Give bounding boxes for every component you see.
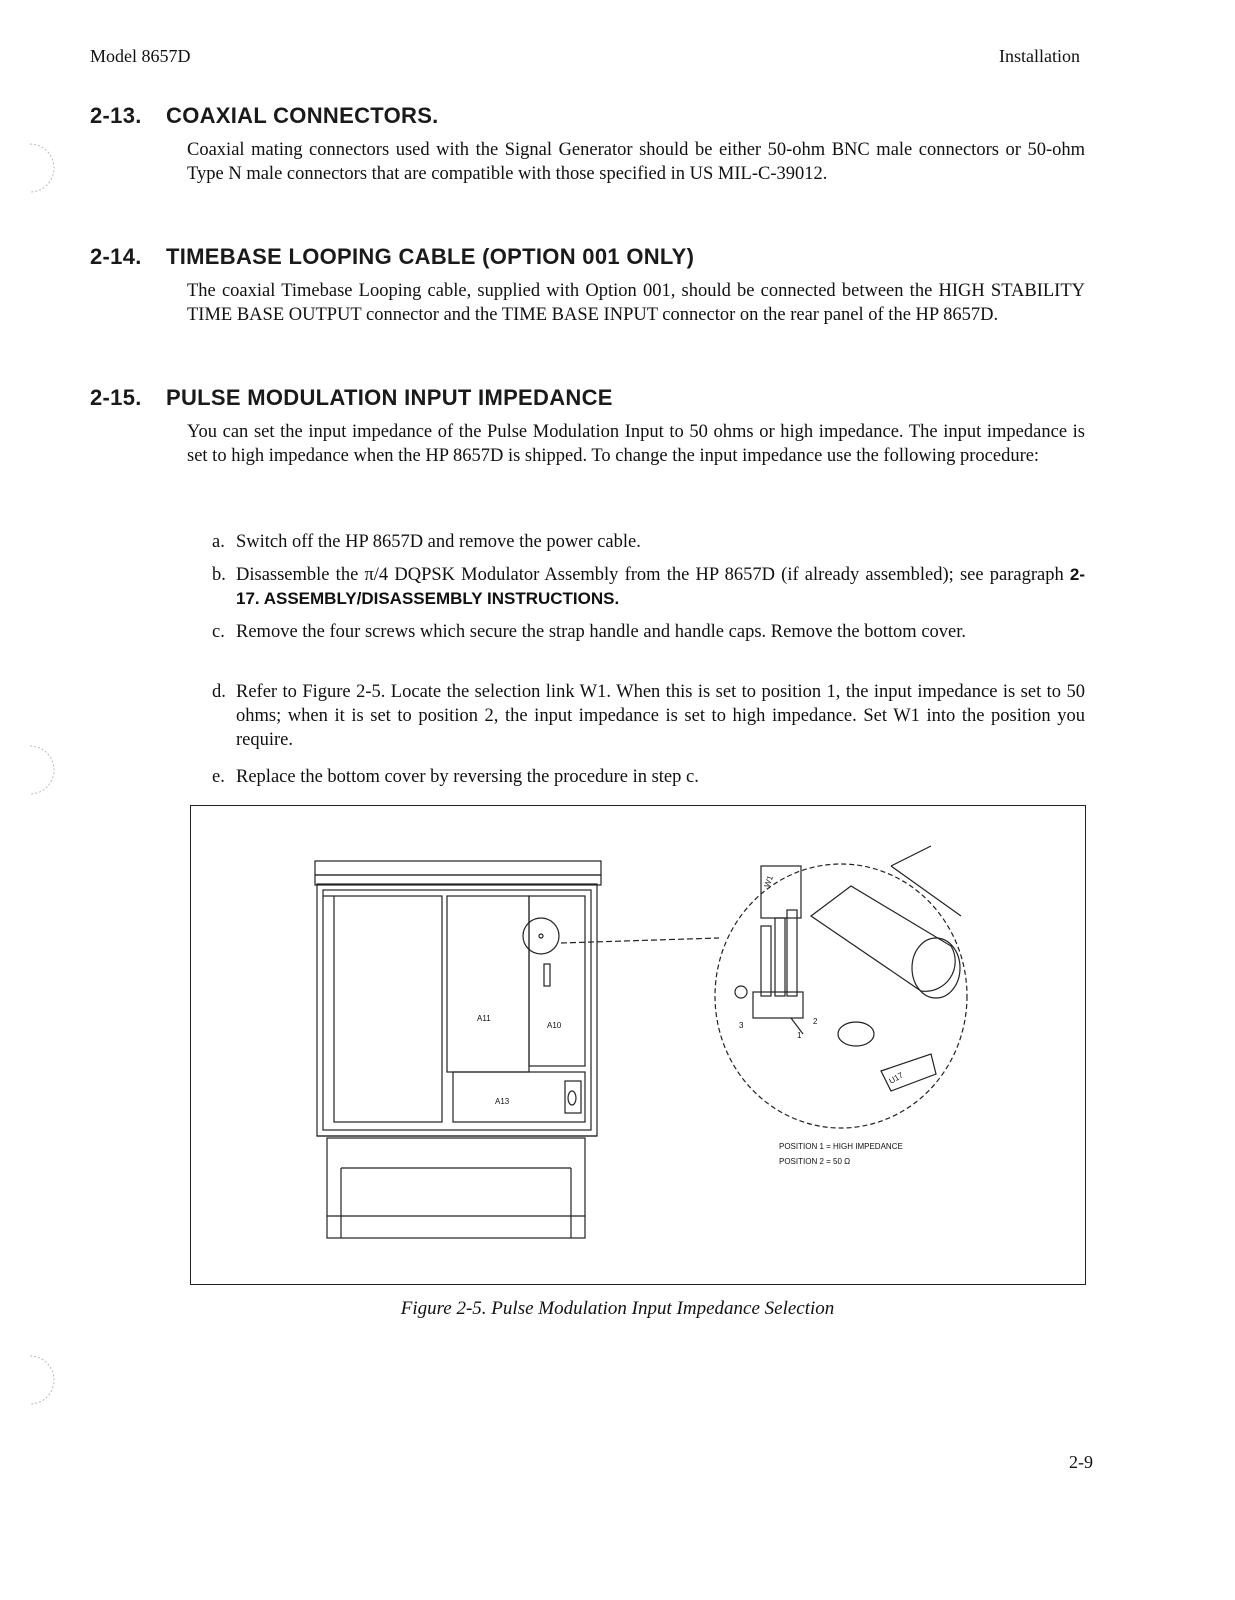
- label-pin1: 1: [797, 1031, 802, 1040]
- procedure-step: [212, 563, 1085, 611]
- legend-position-1: POSITION 1 = HIGH IMPEDANCE: [779, 1142, 903, 1151]
- section-title: COAXIAL CONNECTORS.: [166, 103, 439, 128]
- section-heading: [90, 244, 694, 270]
- step-text: Refer to Figure 2-5. Locate the selection link W1. When this is set to position 1, the input impedance is set to 50 ohms; when it is set to position 2, the input impedance is set to high impedance. Set W1 into the position you require.: [236, 682, 1085, 750]
- section-number: 2-15.: [90, 385, 142, 410]
- label-pin3: 3: [739, 1021, 744, 1030]
- page-number: 2-9: [1069, 1452, 1093, 1472]
- chassis-top-rail: [315, 861, 601, 875]
- section-number: 2-14.: [90, 244, 142, 269]
- procedure-step: [212, 620, 1085, 644]
- step-text: Remove the four screws which secure the strap handle and handle caps. Remove the bottom cover.: [236, 622, 967, 642]
- label-a11: A11: [477, 1014, 491, 1023]
- section-title: TIMEBASE LOOPING CABLE (OPTION 001 ONLY): [166, 244, 695, 269]
- header-model: Model 8657D: [90, 46, 191, 66]
- figure-frame: [190, 805, 1086, 1285]
- punch-hole: [20, 140, 74, 196]
- chassis-body: [317, 884, 597, 1136]
- procedure-step: [212, 680, 1085, 752]
- section-title: PULSE MODULATION INPUT IMPEDANCE: [166, 385, 613, 410]
- step-text: Replace the bottom cover by reversing the procedure in step c.: [236, 767, 699, 787]
- label-u17: U17: [887, 1070, 905, 1086]
- procedure-step: [212, 530, 1085, 554]
- section-heading: [90, 385, 613, 411]
- u17-chip: [881, 1054, 936, 1091]
- procedure-step: [212, 765, 1085, 789]
- punch-hole: [20, 1352, 74, 1408]
- step-text: Switch off the HP 8657D and remove the power cable.: [236, 532, 641, 552]
- label-a13: A13: [495, 1097, 510, 1106]
- step-letter: e.: [212, 767, 225, 787]
- section-body: Coaxial mating connectors used with the Signal Generator should be either 50-ohm BNC male connectors or 50-ohm Type N male connectors that are compatible with those specified in US MIL-C-39012.: [187, 140, 1085, 184]
- punch-hole: [20, 742, 74, 798]
- label-w1: W1: [762, 874, 775, 889]
- section-body: You can set the input impedance of the Pulse Modulation Input to 50 ohms or high impedance. The input impedance is set to high impedance when the HP 8657D is shipped. To change the input impedance use the following procedure:: [187, 422, 1085, 466]
- section-body: The coaxial Timebase Looping cable, supplied with Option 001, should be connected between the HIGH STABILITY TIME BASE OUTPUT connector and the TIME BASE INPUT connector on the rear panel of the HP 8657D.: [187, 281, 1085, 325]
- step-letter: c.: [212, 622, 225, 642]
- figure-illustration: [191, 806, 1085, 1284]
- chassis-left-panel: [334, 896, 442, 1122]
- cross-reference: 2-17. ASSEMBLY/DISASSEMBLY INSTRUCTIONS.: [236, 565, 1085, 608]
- step-letter: a.: [212, 532, 225, 552]
- legend-position-2: POSITION 2 = 50 Ω: [779, 1157, 851, 1166]
- step-text-wrapper: [236, 563, 1085, 611]
- a10-board: [529, 896, 585, 1066]
- label-a10: A10: [547, 1021, 562, 1030]
- step-letter: d.: [212, 682, 226, 702]
- label-pin2: 2: [813, 1017, 818, 1026]
- figure-caption: Figure 2-5. Pulse Modulation Input Impedance Selection: [400, 1298, 835, 1319]
- step-text: Disassemble the π/4 DQPSK Modulator Assembly from the HP 8657D (if already assembled); see paragraph: [236, 565, 1070, 585]
- a11-board: [447, 896, 529, 1072]
- section-number: 2-13.: [90, 103, 142, 128]
- step-letter: b.: [212, 565, 226, 585]
- section-heading: [90, 103, 439, 129]
- header-section: Installation: [999, 46, 1080, 66]
- chassis-stand: [327, 1138, 585, 1238]
